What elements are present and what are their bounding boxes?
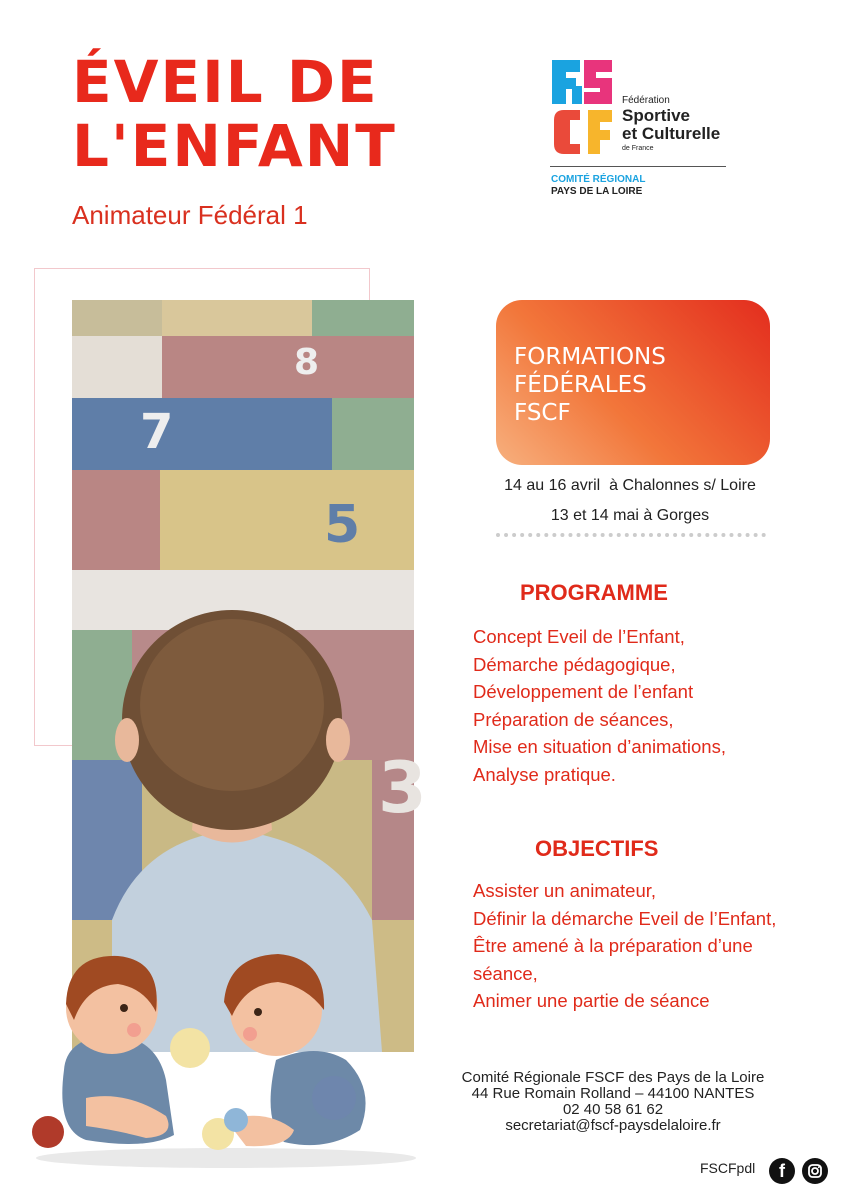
- logo-line-3: et Culturelle: [622, 124, 721, 143]
- programme-list: [473, 623, 726, 788]
- page-title: [72, 50, 452, 178]
- dotted-divider: [496, 533, 766, 537]
- list-item: Assister un animateur,: [473, 880, 657, 901]
- logo-region-label: COMITÉ RÉGIONAL: [551, 174, 646, 185]
- programme-heading: PROGRAMME: [520, 580, 668, 605]
- list-item: Être amené à la préparation d’une: [473, 935, 753, 956]
- title-line-2: L'ENFANT: [72, 112, 397, 180]
- contact-address: 44 Rue Romain Rolland – 44100 NANTES: [471, 1085, 755, 1102]
- hopscotch-number-5: 5: [324, 495, 361, 555]
- list-item: Démarche pédagogique,: [473, 653, 676, 675]
- list-item: Développement de l’enfant: [473, 681, 694, 702]
- contact-email[interactable]: secretariat@fscf-paysdelaloire.fr: [505, 1117, 721, 1134]
- badge-line-1: FORMATIONS: [514, 344, 666, 370]
- hopscotch-number-7: 7: [140, 404, 174, 460]
- objectifs-list: [473, 877, 776, 1015]
- fscf-logo: [550, 56, 730, 202]
- logo-divider: [550, 166, 726, 167]
- list-item: Définir la démarche Eveil de l’Enfant,: [473, 907, 777, 929]
- contact-phone[interactable]: 02 40 58 61 62: [562, 1101, 664, 1118]
- logo-line-4: de France: [622, 145, 654, 152]
- children-illustration: [26, 930, 426, 1170]
- objectifs-heading: OBJECTIFS: [535, 836, 659, 861]
- formations-badge-text: [514, 343, 666, 427]
- list-item: Mise en situation d’animations,: [473, 736, 726, 757]
- list-item: Analyse pratique.: [473, 763, 616, 785]
- list-item: Préparation de séances,: [473, 708, 674, 730]
- hopscotch-number-8: 8: [294, 342, 320, 383]
- hopscotch-number-3: 3: [378, 747, 427, 829]
- title-line-1: ÉVEIL DE: [72, 48, 379, 116]
- facebook-icon[interactable]: f: [769, 1158, 795, 1184]
- contact-block: [440, 1070, 786, 1134]
- badge-line-3: FSCF: [514, 400, 571, 426]
- logo-line-2: Sportive: [622, 106, 691, 125]
- list-item: séance,: [473, 962, 538, 984]
- page-subtitle: Animateur Fédéral 1: [72, 200, 308, 230]
- list-item: Concept Eveil de l’Enfant,: [473, 626, 685, 647]
- contact-organisation: Comité Régionale FSCF des Pays de la Loire: [461, 1069, 765, 1086]
- list-item: Animer une partie de séance: [473, 990, 710, 1011]
- instagram-icon[interactable]: [802, 1158, 828, 1184]
- social-handle: FSCFpdl: [700, 1160, 756, 1176]
- date-line-2: 13 et 14 mai à Gorges: [550, 507, 710, 524]
- logo-line-1: Fédération: [622, 95, 670, 106]
- logo-region-name: PAYS DE LA LOIRE: [551, 186, 643, 197]
- date-line-1: 14 au 16 avril à Chalonnes s/ Loire: [504, 477, 756, 494]
- badge-line-2: FÉDÉRALES: [514, 372, 647, 398]
- fscf-logo-icon: [550, 56, 620, 156]
